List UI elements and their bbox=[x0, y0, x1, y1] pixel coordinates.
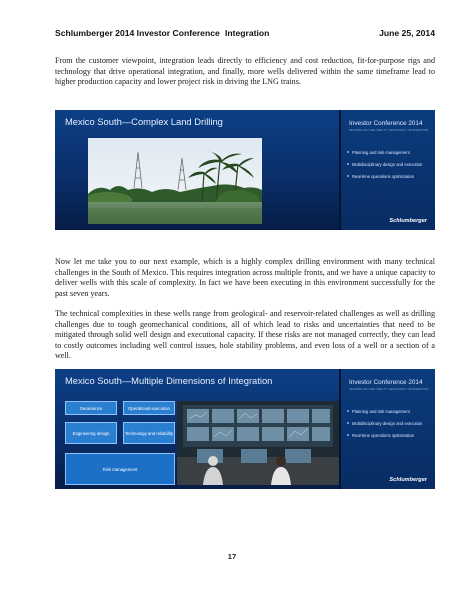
bullet-item: Planning and risk management bbox=[347, 409, 433, 414]
page-number: 17 bbox=[227, 552, 237, 561]
paragraph-mexico-example: Now let me take you to our next example, which is a highly complex drilling environment with many technical challenges in the South of Mexico. This requires integration across multiple fronts, and we have a unique capacity to deliver wells with this scale of complexity. In fact we have been executing in this environment successfully for the past seven years. bbox=[55, 257, 435, 298]
slide-bullets bbox=[347, 150, 433, 186]
bullet-dot-icon bbox=[347, 422, 349, 424]
bullet-dot-icon bbox=[347, 151, 349, 153]
conference-title: Investor Conference 2014 bbox=[349, 120, 423, 127]
header-company-conference: Schlumberger 2014 Investor Conference bbox=[55, 28, 220, 38]
conference-subtitle: TECHNOLOGY RELIABILITY EFFICIENCY INTEGRATION bbox=[349, 388, 429, 391]
slide-sidebar bbox=[341, 369, 435, 489]
bullet-item: Multidisciplinary design and execution bbox=[347, 421, 433, 426]
bullet-dot-icon bbox=[347, 163, 349, 165]
diagram-box-engineering-design: Engineering design bbox=[65, 422, 117, 444]
diagram-box-geoscience: Geoscience bbox=[65, 401, 117, 415]
header-topic: Integration bbox=[225, 28, 270, 38]
diagram-box-operational-execution: Operational execution bbox=[123, 401, 175, 415]
conference-title: Investor Conference 2014 bbox=[349, 379, 423, 386]
header-date: June 25, 2014 bbox=[379, 28, 435, 38]
slide-title: Mexico South—Complex Land Drilling bbox=[65, 116, 223, 127]
bullet-dot-icon bbox=[347, 410, 349, 412]
slide-complex-land-drilling bbox=[55, 110, 435, 230]
operations-center-photo bbox=[177, 401, 339, 485]
bullet-item: Real-time operations optimization bbox=[347, 433, 433, 438]
schlumberger-logo: Schlumberger bbox=[389, 477, 427, 483]
diagram-box-technology-reliability: Technology and reliability bbox=[123, 422, 175, 444]
slide-sidebar bbox=[341, 110, 435, 230]
bullet-item: Planning and risk management bbox=[347, 150, 433, 155]
slide-title: Mexico South—Multiple Dimensions of Integration bbox=[65, 375, 273, 386]
paragraph-technical-complexities: The technical complexities in these wells range from geological- and reservoir-related challenges as well as drilling challenges due to tough geomechanical conditions, all of which lead to risks and uncertainties that need to be mitigated through solid well design and executional capacity. If these risks are not managed correctly, they can lead to costly outcomes including well control issues, hole stability problems, and even loss of a well or a section of a well. bbox=[55, 309, 435, 361]
slide-bullets bbox=[347, 409, 433, 445]
bullet-item: Real-time operations optimization bbox=[347, 174, 433, 179]
schlumberger-logo: Schlumberger bbox=[389, 218, 427, 224]
conference-subtitle: TECHNOLOGY RELIABILITY EFFICIENCY INTEGRATION bbox=[349, 129, 429, 132]
bullet-item: Multidisciplinary design and execution bbox=[347, 162, 433, 167]
drilling-site-photo bbox=[88, 138, 262, 224]
bullet-dot-icon bbox=[347, 434, 349, 436]
slide-multiple-dimensions bbox=[55, 369, 435, 489]
page-header bbox=[55, 28, 435, 42]
bullet-dot-icon bbox=[347, 175, 349, 177]
diagram-box-risk-management: Risk management bbox=[65, 453, 175, 485]
paragraph-customer-viewpoint: From the customer viewpoint, integration leads directly to efficiency and cost reduction, fit-for-purpose rigs and technology that drive operational integration, and finally, more wells delivered within the same timeframe lead to higher production capacity and lower project risk in driving the LNG trains. bbox=[55, 56, 435, 87]
